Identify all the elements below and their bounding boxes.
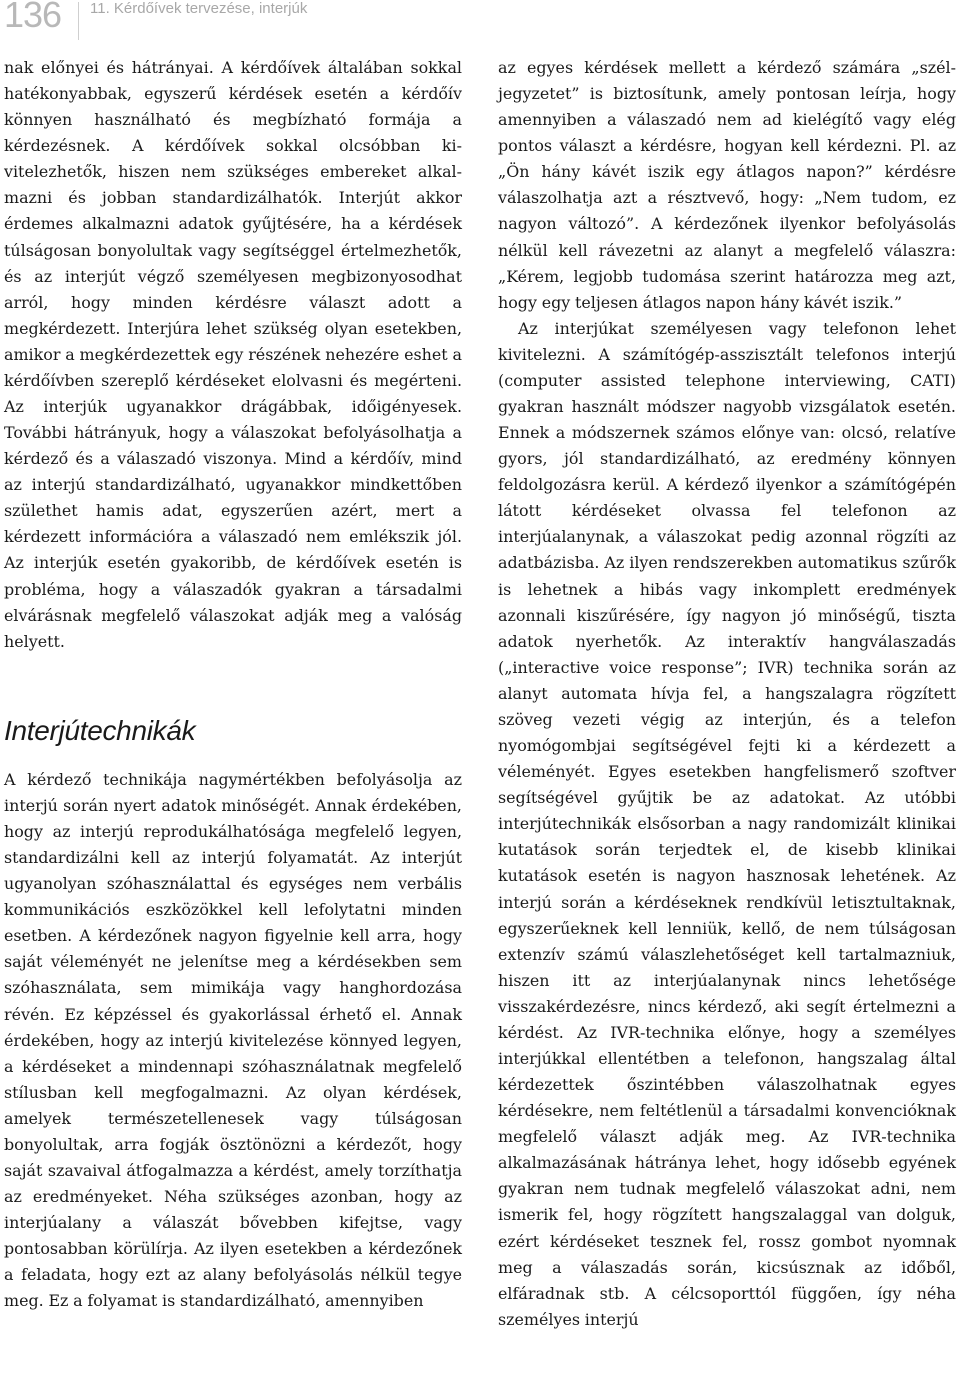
- running-head: [0, 0, 960, 44]
- left-column: [4, 55, 462, 1314]
- right-column: [498, 55, 956, 1333]
- page-number: 136: [4, 0, 62, 35]
- left-paragraph-1: nak előnyei és hátrányai. A kérdőívek általában sokkal hatékonyabbak, egyszerű kérdések esetén a kérdőív könnyen használható és megbízható formája a kérdezésnek. A kérdőívek sokkal olcsóbban kivitelezhetők, hiszen nem szükséges embereket alkalmazni és jobban standardizálhatók. Interjút akkor érdemes alkalmazni adatok gyűjtésére, ha a kérdések túlságosan bonyolultak vagy segítséggel értelmezhetők, és az interjút végző személyesen megbizonyosodhat arról, hogy minden kérdésre választ adott a megkérdezett. Interjúra lehet szükség olyan esetekben, amikor a megkérdezettek egy részének nehezére eshet a kérdőívben szereplő kérdéseket elolvasni és megérteni. Az interjúk ugyanakkor drágábbak, időigényesek. További hátrányuk, hogy a válaszokat befolyásolhatja a kérdező és a válaszadó viszonya. Mind a kérdőív, mind az interjú standardizálható, ugyanakkor mindkettőben születhet hamis adat, egyszerűen azért, mert a kérdezett információra a válaszadó nem emlékszik jól. Az interjúk esetén gyakoribb, de kérdőívek esetén is probléma, hogy a válaszadók gyakran a társadalmi elvárásnak megfelelő válaszokat adják meg a valóság helyett.: [4, 58, 462, 651]
- section-heading: Interjútechnikák: [4, 714, 196, 746]
- right-paragraph-1: az egyes kérdések mellett a kérdező számára „széljegyzetet” is biztosítunk, amely pontosan leírja, hogy amennyiben a válaszadó nem ad kielégítő vagy elég pontos választ a kérdésre, hogyan kell kérdezni. Pl. az „Ön hány kávét iszik egy átlagos napon?” kérdésre válaszolhatja azt a résztvevő, hogy: „Nem tudom, ez nagyon változó”. A kérdezőnek ilyenkor befolyásolás nélkül kell rávezetni az alanyt a megfelelő válaszra: „Kérem, legjobb tudomása szerint határozza meg azt, hogy egy teljesen átlagos napon hány kávét iszik.”: [498, 58, 956, 312]
- header-separator: [78, 2, 79, 40]
- chapter-title: 11. Kérdőívek tervezése, interjúk: [90, 0, 308, 17]
- right-paragraph-2: Az interjúkat személyesen vagy telefonon lehet kivitelezni. A számítógép-asszisztált telefonos interjú (computer assisted telephone interviewing, CATI) gyakran használt módszer nagyobb vizsgálatok esetén. Ennek a módszernek számos előnye van: olcsó, relatíve gyors, jól standardizálható, az eredmény könnyen feldolgozásra kerül. A kérdező ilyenkor a számítógépén látott kérdéseket olvassa fel telefonon az interjúalanynak, a válaszokat pedig azonnal rögzíti az adatbázisba. Az ilyen rendszerekben automatikus szűrők is lehetnek a hibás vagy inkomplett eredmények azonnali kiszűrésére, így nagyon jó minőségű, tiszta adatok nyerhetők. Az interaktív hangválaszadás („interactive voice response”; IVR) technika során az alanyt automata hívja fel, a hangszalagra rögzített szöveg vezeti végig az interjún, és a telefon nyomógombjai segítségével fejti ki a kérdezett a véleményét. Egyes esetekben hangfelismerő szoftver segítségével gyűjtik be az adatokat. Az utóbbi interjútechnikák elsősorban a nagy randomizált klinikai kutatások során terjedtek el, de kisebb klinikai kutatások esetén is nagyon hasznosak lehetének. Az interjú során a kérdéseknek rendkívül letisztultaknak, egyszerűeknek kell lenniük, kellő, de nem túlságosan extenzív számú válaszlehetőséget kell tartalmazniuk, hiszen itt az interjúalanynak nincs lehetősége visszakérdezésre, nincs kérdező, aki segít értelmezni a kérdést. Az IVR-technika előnye, hogy a személyes interjúkkal ellentétben a telefonon, hangszalag által kérdezettek őszintébben válaszolhatnak egyes kérdésekre, nem feltétlenül a társadalmi konvencióknak megfelelő választ adják meg. Az IVR-technika alkalmazásának hátránya lehet, hogy idősebb egyének gyakran nem tudnak megfelelő válaszokat adni, nem ismerik fel, hogy rögzített hangszalaggal van dolguk, ezért kérdéseket tesznek fel, rossz gombot nyomnak meg a válaszadás során, kicsúsznak az időből, elfáradnak stb. A célcsoporttól függően, így néha személyes interjú: [498, 318, 956, 1329]
- left-paragraph-2: A kérdező technikája nagymértékben befolyásolja az interjú során nyert adatok minőségét. Annak érdekében, hogy az interjú reprodukálhatósága megfelelő legyen, standardizálni kell az interjú folyamatát. Az interjút ugyanolyan szóhasználattal és egységes nem verbális kommunikációs eszközökkel kell lefolytatni minden esetben. A kérdezőnek nagyon figyelnie kell arra, hogy saját véleményét ne jelenítse meg a kérdésekben sem szóhasználata, sem mimikája vagy hanghordozása révén. Ez képzéssel és gyakorlással érhető el. Annak érdekében, hogy az interjú kivitelezése könnyed legyen, a kérdéseket a mindennapi szóhasználatnak megfelelő stílusban kell megfogalmazni. Az olyan kérdések, amelyek természetellenesek vagy túlságosan bonyolultak, arra fogják ösztönözni a kérdezőt, hogy saját szavaival átfogalmazza a kérdést, amely torzíthatja az eredményeket. Néha szükséges azonban, hogy az interjúalany a válaszát bővebben kifejtse, vagy pontosabban körülírja. Az ilyen esetekben a kérdezőnek a feladata, hogy ezt az alany befolyásolás nélkül tegye meg. Ez a folyamat is standardizálható, amennyiben: [4, 769, 462, 1311]
